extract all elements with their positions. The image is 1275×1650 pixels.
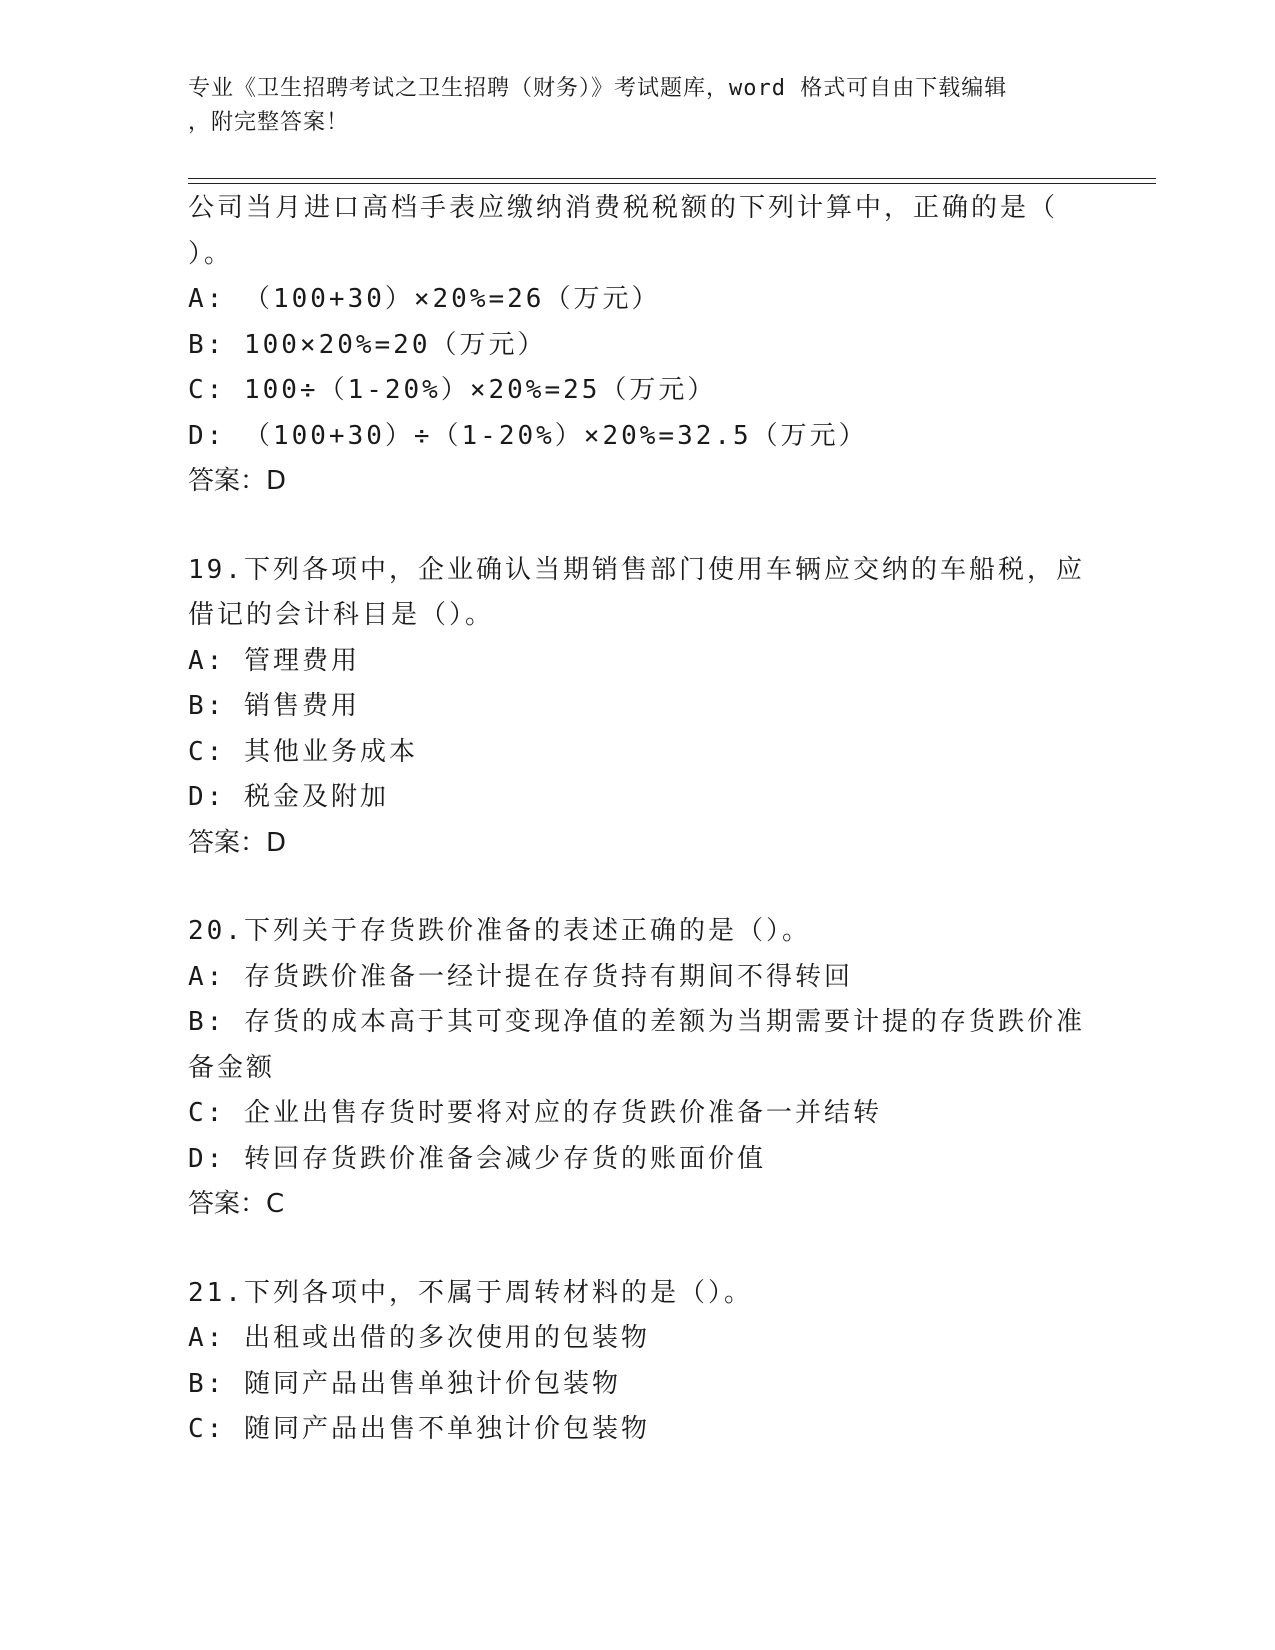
question-21 bbox=[188, 1271, 1088, 1453]
header-line-2: ，附完整答案！ bbox=[188, 110, 350, 135]
option-b: B: 100×20%=20（万元） bbox=[188, 329, 547, 360]
question-19 bbox=[188, 548, 1088, 867]
question-stem-line: 19.下列各项中，企业确认当期销售部门使用车辆应交纳的车船税，应 bbox=[188, 554, 1085, 585]
question-stem-line: ）。 bbox=[188, 238, 234, 269]
spacer bbox=[188, 505, 1088, 548]
option-a: A: （100+30）×20%=26（万元） bbox=[188, 284, 661, 314]
option-b: B: 存货的成本高于其可变现净值的差额为当期需要计提的存货跌价准 bbox=[188, 1007, 1085, 1037]
option-b: B: 随同产品出售单独计价包装物 bbox=[188, 1368, 621, 1399]
question-20 bbox=[188, 909, 1088, 1228]
option-c: C: 企业出售存货时要将对应的存货跌价准备一并结转 bbox=[188, 1098, 882, 1128]
option-b: B: 销售费用 bbox=[188, 691, 360, 721]
header-divider-top bbox=[188, 178, 1156, 179]
option-c: C: 其他业务成本 bbox=[188, 736, 418, 767]
option-d: D: 税金及附加 bbox=[188, 782, 389, 812]
option-d: D: 转回存货跌价准备会减少存货的账面价值 bbox=[188, 1143, 766, 1174]
option-a: A: 管理费用 bbox=[188, 645, 360, 676]
spacer bbox=[188, 1228, 1088, 1271]
question-list bbox=[188, 186, 1088, 1453]
option-c: C: 随同产品出售不单独计价包装物 bbox=[188, 1414, 650, 1444]
question-18 bbox=[188, 186, 1088, 505]
option-d: D: （100+30）÷（1-20%）×20%=32.5（万元） bbox=[188, 420, 868, 451]
option-a: A: 存货跌价准备一经计提在存货持有期间不得转回 bbox=[188, 961, 853, 992]
option-c: C: 100÷（1-20%）×20%=25（万元） bbox=[188, 375, 717, 405]
spacer bbox=[188, 866, 1088, 909]
header-divider-bottom bbox=[188, 183, 1156, 184]
answer-label: 答案：C bbox=[188, 1189, 285, 1219]
answer-label: 答案：D bbox=[188, 827, 287, 858]
option-b-continued: 备金额 bbox=[188, 1052, 276, 1083]
header-line-1: 专业《卫生招聘考试之卫生招聘（财务）》考试题库，word 格式可自由下载编辑 bbox=[188, 76, 1008, 101]
question-stem-line: 借记的会计科目是（）。 bbox=[188, 600, 495, 630]
option-a: A: 出租或出借的多次使用的包装物 bbox=[188, 1323, 650, 1353]
question-stem-line: 公司当月进口高档手表应缴纳消费税税额的下列计算中，正确的是（ bbox=[188, 193, 1059, 223]
question-stem-line: 20.下列关于存货跌价准备的表述正确的是（）。 bbox=[188, 916, 811, 946]
document-header bbox=[188, 72, 1088, 140]
question-stem-line: 21.下列各项中，不属于周转材料的是（）。 bbox=[188, 1277, 753, 1308]
answer-label: 答案：D bbox=[188, 466, 287, 496]
